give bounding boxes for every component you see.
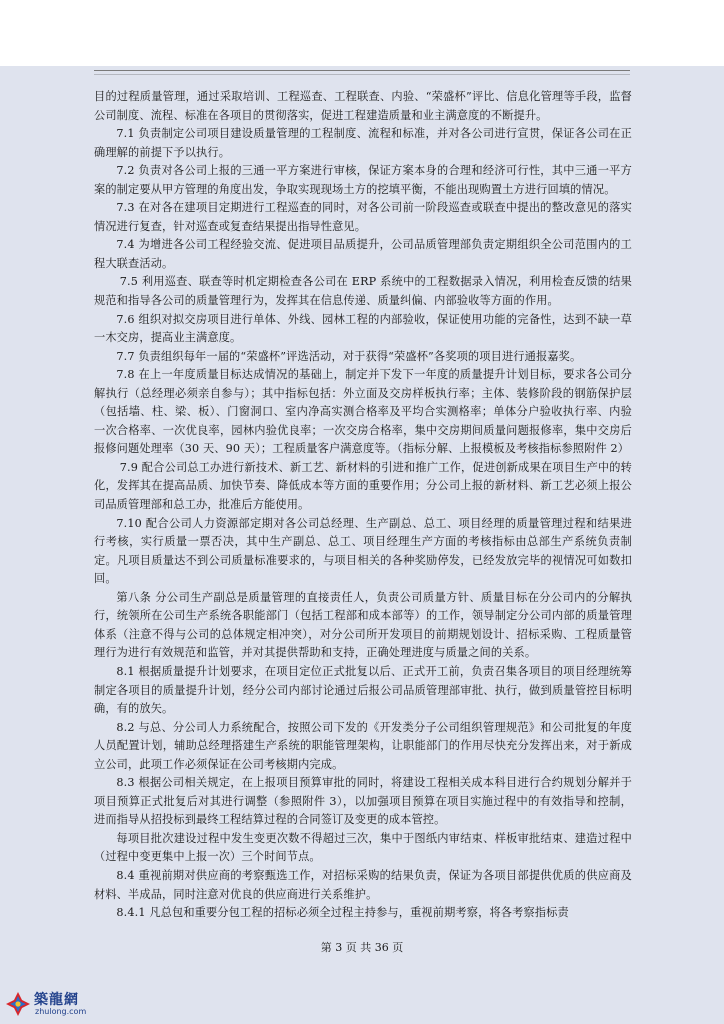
body-text [94, 88, 632, 923]
paragraph-7-5: 7.5 利用巡查、联查等时机定期检查各公司在 ERP 系统中的工程数据录入情况，利用检查反馈的结果规范和指导各公司的质量管理行为，发挥其在信息传递、质量纠偏、内部验收等方面的作用。 [94, 275, 632, 308]
top-margin [0, 0, 724, 66]
paragraph-8-2: 8.2 与总、分公司人力系统配合，按照公司下发的《开发类分子公司组织管理规范》和公司批复的年度人员配置计划，辅助总经理搭建生产系统的职能管理架构，让职能部门的作用尽快充分发挥出来，对于新成立公司，此项工作必须保证在公司考核期内完成。 [94, 720, 632, 771]
paragraph-8-4: 8.4 重视前期对供应商的考察甄选工作，对招标采购的结果负责，保证为各项目部提供优质的供应商及材料、半成品，同时注意对优良的供应商进行关系维护。 [94, 868, 632, 901]
document-page [0, 66, 724, 1024]
paragraph-8-3-note: 每项目批次建设过程中发生变更次数不得超过三次，集中于图纸内审结束、样板审批结束、建造过程中（过程中变更集中上报一次）三个时间节点。 [94, 831, 632, 864]
zhulong-logo-icon [4, 990, 32, 1018]
paragraph-7-9: 7.9 配合公司总工办进行新技术、新工艺、新材料的引进和推广工作，促进创新成果在项目生产中的转化，发挥其在提高品质、加快节奏、降低成本等方面的重要作用；分公司上报的新材料、新工艺必须上报公司品质管理部和总工办，批准后方能使用。 [94, 460, 632, 512]
paragraph-7-6: 7.6 组织对拟交房项目进行单体、外线、园林工程的内部验收，保证使用功能的完备性，达到不缺一草一木交房，提高业主满意度。 [94, 312, 632, 345]
paragraph-8-3: 8.3 根据公司相关规定，在上报项目预算审批的同时，将建设工程相关成本科目进行合约规划分解并于项目预算正式批复后对其进行调整（参照附件 3），以加强项目预算在项目实施过程中的有效指导和控制，进而指导从招投标到最终工程结算过程的合同签订及变更的成本管控。 [94, 776, 632, 827]
paragraph-7-2: 7.2 负责对各公司上报的三通一平方案进行审核，保证方案本身的合理和经济可行性，其中三通一平方案的制定要从甲方管理的角度出发，争取实现现场土方的挖填平衡，不能出现购置土方进行回填的情况。 [94, 164, 632, 196]
logo-name: 築龍網 [34, 992, 79, 1008]
paragraph-7-4: 7.4 为增进各公司工程经验交流、促进项目品质提升，公司品质管理部负责定期组织全公司范围内的工程大联查活动。 [94, 238, 632, 270]
header-rule-secondary [94, 74, 630, 75]
header-rule [94, 70, 630, 71]
page-number: 第 3 页 共 36 页 [320, 941, 404, 954]
zhulong-logo [4, 986, 100, 1022]
paragraph-article-8: 第八条 分公司生产副总是质量管理的直接责任人，负责公司质量方针、质量目标在分公司内的分解执行，统领所在公司生产系统各职能部门（包括工程部和成本部等）的工作，领导制定分公司内部的质量管理体系（注意不得与公司的总体规定相冲突），对分公司所开发项目的前期规划设计、招标采购、工程质量管理行为进行有效规范和监管，并对其提供帮助和支持，正确处理进度与质量之间的关系。 [94, 590, 632, 660]
paragraph-7-10: 7.10 配合公司人力资源部定期对各公司总经理、生产副总、总工、项目经理的质量管理过程和结果进行考核，实行质量一票否决，其中生产副总、总工、项目经理生产方面的考核指标由总部生产系统负责制定。凡项目质量达不到公司质量标准要求的，与项目相关的各种奖励停发，已经发放完毕的视情况可如数扣回。 [94, 516, 632, 586]
paragraph-0: 目的过程质量管理，通过采取培训、工程巡查、工程联查、内验、“荣盛杯”评比、信息化管理等手段，监督公司制度、流程、标准在各项目的贯彻落实，促进工程建造质量和业主满意度的不断提升。 [94, 90, 632, 122]
paragraph-8-4-1: 8.4.1 凡总包和重要分包工程的招标必须全过程主持参与，重视前期考察，将各考察指标责 [116, 906, 569, 920]
paragraph-7-1: 7.1 负责制定公司项目建设质量管理的工程制度、流程和标准，并对各公司进行宣贯，保证各公司在正确理解的前提下予以执行。 [94, 127, 632, 159]
paragraph-7-7: 7.7 负责组织每年一届的“荣盛杯”评选活动，对于获得“荣盛杯”各奖项的项目进行通报嘉奖。 [116, 349, 582, 363]
paragraph-8-1: 8.1 根据质量提升计划要求，在项目定位正式批复以后、正式开工前，负责召集各项目的项目经理统筹制定各项目的质量提升计划，经分公司内部讨论通过后报公司品质管理部审批、执行，做到质量管控目标明确，有的放矢。 [94, 664, 632, 716]
paragraph-7-8: 7.8 在上一年度质量目标达成情况的基础上，制定并下发下一年度的质量提升计划目标，要求各公司分解执行（总经理必须亲自参与）；其中指标包括：外立面及交房样板执行率；主体、装修阶段的钢筋保护层（包括墙、柱、梁、板）、门窗洞口、室内净高实测合格率及平均合实测格率；单体分户验收执行率、内验一次合格率、一次优良率，园林内验优良率；一次交房合格率，集中交房期间质量问题报修率，集中交房后报修问题处理率（30 天、90 天）；工程质量客户满意度等。（指标分解、上报模板及考核指标参照附件 2） [94, 368, 632, 456]
paragraph-7-3: 7.3 在对各在建项目定期进行工程巡查的同时，对各公司前一阶段巡查或联查中提出的整改意见的落实情况进行复查，针对巡查或复查结果提出指导性意见。 [94, 201, 632, 233]
logo-url: zhulong.com [35, 1007, 87, 1016]
